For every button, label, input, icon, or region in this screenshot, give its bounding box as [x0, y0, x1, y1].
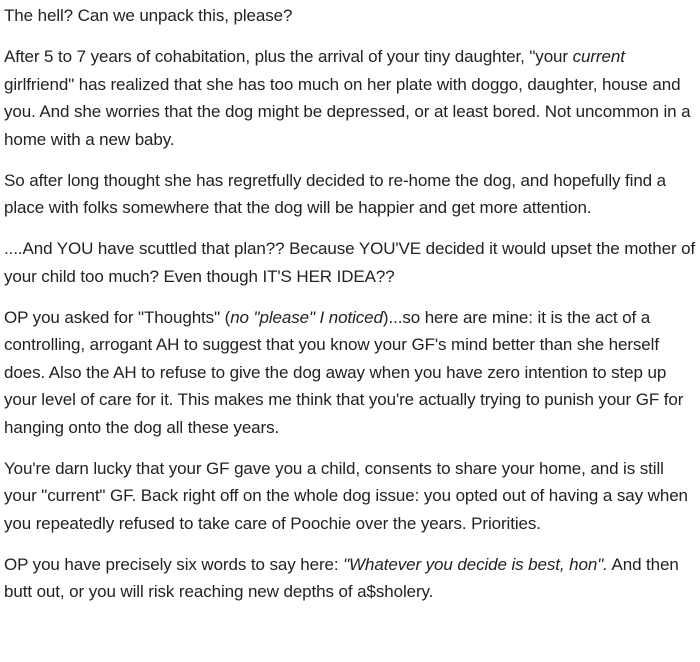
text-segment: So after long thought she has regretfully decided to re-home the dog, and hopefully find a place with folks somewhere that the dog will be happier and get more attention.: [4, 170, 667, 217]
comment-paragraph-5: [4, 304, 698, 442]
comment-paragraph-6: [4, 455, 698, 538]
text-segment: ....And YOU have scuttled that plan?? Because YOU'VE decided it would upset the mother of your child too much? Even though IT'S HER IDEA??: [4, 239, 696, 286]
comment-paragraph-4: [4, 235, 698, 290]
text-segment: The hell? Can we unpack this, please?: [4, 6, 293, 25]
italic-text-segment: current: [572, 47, 625, 66]
text-segment: OP you have precisely six words to say here:: [4, 554, 344, 574]
comment-paragraph-1: [4, 2, 698, 30]
comment-paragraph-3: [4, 167, 698, 222]
text-segment: You're darn lucky that your GF gave you a child, consents to share your home, and is still your "current" GF. Back right off on the whole dog issue: you opted out of having a say when you repeatedly refused to take care of Poochie over the years. Priorities.: [4, 458, 688, 533]
comment-paragraph-2: [4, 43, 698, 153]
text-segment: And then butt out, or you will risk reaching new depths of a$sholery.: [4, 554, 679, 601]
comment-paragraph-7: [4, 551, 698, 606]
text-segment: )...so here are mine: it is the act of a controlling, arrogant AH to suggest that you know your GF's mind better than she herself does. Also the AH to refuse to give the dog away when you have zero intention to step up your level of care for it. This makes me think that you're actually trying to punish your GF for hanging onto the dog all these years.: [4, 307, 684, 437]
text-segment: OP you asked for "Thoughts" (: [4, 307, 231, 327]
italic-text-segment: no "please" I noticed: [230, 307, 383, 327]
text-segment: girlfriend" has realized that she has too much on her plate with doggo, daughter, house and you. And she worries that the dog might be depressed, or at least bored. Not uncommon in a home with a new baby.: [4, 74, 691, 149]
text-segment: After 5 to 7 years of cohabitation, plus the arrival of your tiny daughter, "your: [4, 47, 573, 66]
italic-text-segment: "Whatever you decide is best, hon".: [343, 554, 608, 574]
